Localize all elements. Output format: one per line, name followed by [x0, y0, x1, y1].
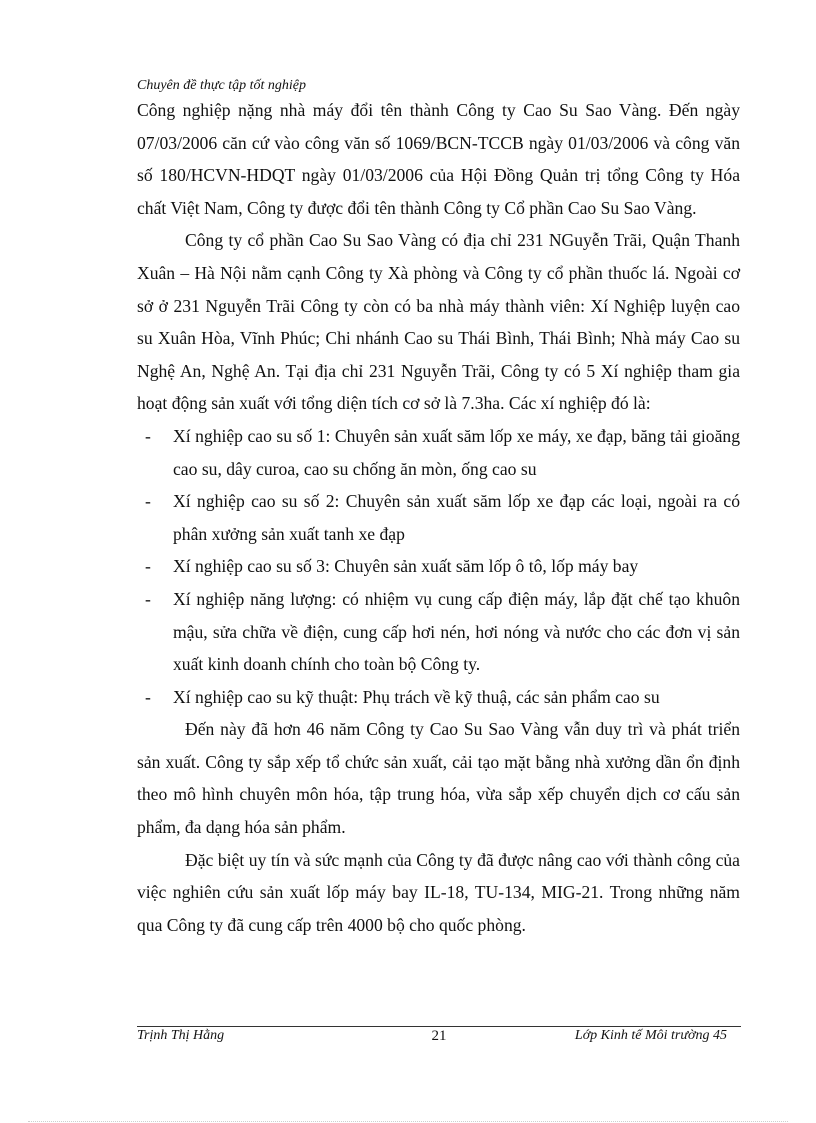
paragraph-achievements: Đặc biệt uy tín và sức mạnh của Công ty đã được nâng cao với thành công của việc nghiên cứu sản xuất lốp máy bay IL-18, TU-134, MIG-21. Trong những năm qua Công ty đã cung cấp trên 4000 bộ cho quốc phòng.: [137, 849, 740, 935]
bullet-dash: -: [145, 588, 151, 609]
list-item: [137, 681, 740, 714]
list-item: [137, 485, 740, 550]
list-item: [137, 420, 740, 485]
paragraph-development: Đến này đã hơn 46 năm Công ty Cao Su Sao Vàng vẫn duy trì và phát triển sản xuất. Công ty sắp xếp tổ chức sản xuất, cải tạo mặt bằng nhà xưởng dần ổn định theo mô hình chuyên môn hóa, tập trung hóa, vừa sắp xếp chuyển dịch cơ cấu sản phẩm, đa dạng hóa sản phẩm.: [137, 719, 740, 838]
list-item-text: Xí nghiệp cao su kỹ thuật: Phụ trách về kỹ thuậ, các sản phẩm cao su: [173, 686, 660, 707]
bullet-dash: -: [145, 425, 151, 446]
paragraph-company-address: Công ty cổ phần Cao Su Sao Vàng có địa chỉ 231 NGuyễn Trãi, Quận Thanh Xuân – Hà Nội nằm cạnh Công ty Xà phòng và Công ty cổ phần thuốc lá. Ngoài cơ sở ở 231 Nguyễn Trãi Công ty còn có ba nhà máy thành viên: Xí Nghiệp luyện cao su Xuân Hòa, Vĩnh Phúc; Chi nhánh Cao su Thái Bình, Thái Bình; Nhà máy Cao su Nghệ An, Nghệ An. Tại địa chỉ 231 Nguyễn Trãi, Công ty có 5 Xí nghiệp tham gia hoạt động sản xuất với tổng diện tích cơ sở là 7.3ha. Các xí nghiệp đó là:: [137, 230, 740, 414]
running-footer: [137, 1028, 741, 1048]
bullet-dash: -: [145, 686, 151, 707]
list-item: [137, 583, 740, 681]
footer-author: Trịnh Thị Hằng: [137, 1028, 225, 1043]
page-bottom-border: [28, 1121, 788, 1122]
paragraph-company-rename: Công nghiệp nặng nhà máy đổi tên thành Công ty Cao Su Sao Vàng. Đến ngày 07/03/2006 căn cứ vào công văn số 1069/BCN-TCCB ngày 01/03/2006 và công văn số 180/HCVN-HDQT ngày 01/03/2006 của Hội Đồng Quản trị tổng Công ty Hóa chất Việt Nam, Công ty được đổi tên thành Công ty Cổ phần Cao Su Sao Vàng.: [137, 100, 740, 218]
bullet-dash: -: [145, 556, 151, 577]
list-item-text: Xí nghiệp năng lượng: có nhiệm vụ cung cấp điện máy, lắp đặt chế tạo khuôn mậu, sửa chữa về điện, cung cấp hơi nén, hơi nóng và nước cho các đơn vị sản xuất kinh doanh chính cho toàn bộ Công ty.: [173, 588, 740, 675]
body-text: [137, 94, 740, 941]
bullet-dash: -: [145, 491, 151, 512]
running-header: Chuyên đề thực tập tốt nghiệp: [137, 78, 306, 93]
page-number: 21: [431, 1028, 447, 1044]
list-item-text: Xí nghiệp cao su số 2: Chuyên sản xuất săm lốp xe đạp các loại, ngoài ra có phân xưởng sản xuất tanh xe đạp: [173, 491, 740, 544]
list-item: [137, 550, 740, 583]
list-item-text: Xí nghiệp cao su số 3: Chuyên sản xuất săm lốp ô tô, lốp máy bay: [173, 556, 639, 577]
footer-divider: [137, 1026, 741, 1027]
footer-class-name: Lớp Kinh tế Môi trường 45: [574, 1028, 727, 1043]
list-item-text: Xí nghiệp cao su số 1: Chuyên sản xuất săm lốp xe máy, xe đạp, băng tải gioăng cao su, dây curoa, cao su chống ăn mòn, ống cao su: [173, 425, 740, 479]
